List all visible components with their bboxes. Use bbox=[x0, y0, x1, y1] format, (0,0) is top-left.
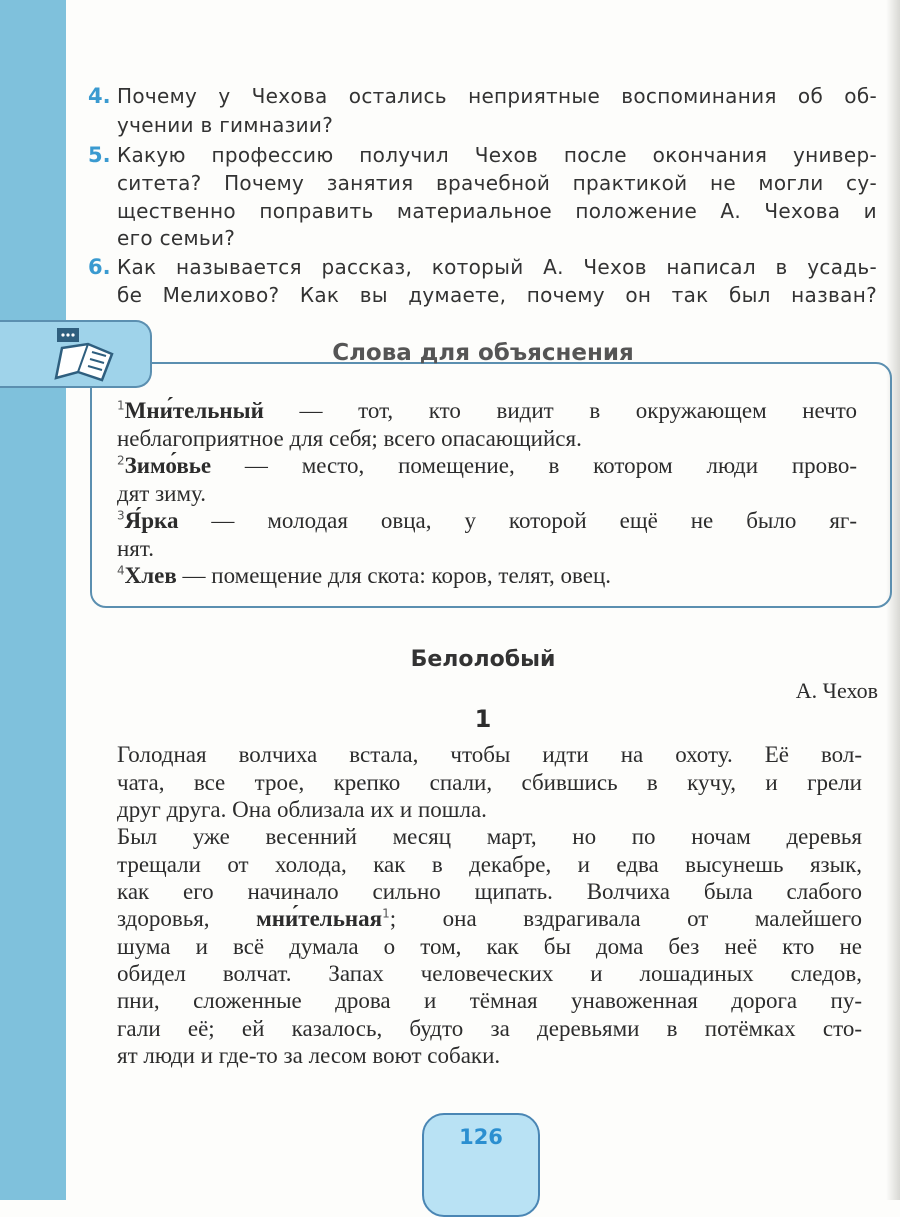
question-number: 4. bbox=[88, 84, 111, 108]
glossary-item bbox=[117, 508, 857, 534]
question-line: Почему у Чехова остались неприятные воспоминания об об- bbox=[117, 84, 877, 108]
page-number-tab bbox=[422, 1113, 540, 1217]
glossary-line: дят зиму. bbox=[117, 481, 206, 506]
question-line: бе Мелихово? Как вы думаете, почему он так был назван? bbox=[117, 283, 877, 307]
story-line: пни, сложенные дрова и тёмная унавоженная дорога пу- bbox=[117, 988, 862, 1013]
story-line: как его начинало сильно щипать. Волчиха была слабого bbox=[117, 879, 862, 904]
story-line: Голодная волчиха встала, чтобы идти на охоту. Её вол- bbox=[117, 742, 862, 767]
question-line: ситета? Почему занятия врачебной практикой не могли су- bbox=[117, 171, 877, 195]
story-line: обидел волчат. Запах человеческих и лошадиных следов, bbox=[117, 961, 862, 986]
glossary-term: Я́рка bbox=[124, 508, 179, 533]
glossary-term: Зимо́вье bbox=[124, 453, 212, 478]
chapter-number: 1 bbox=[474, 705, 492, 733]
decorative-side-strip bbox=[0, 0, 66, 1200]
footnote-number: 1 bbox=[382, 906, 390, 921]
question-number: 5. bbox=[88, 143, 111, 167]
question-line: учении в гимназии? bbox=[117, 113, 334, 137]
glossary-item bbox=[117, 453, 857, 479]
story-line: Был уже весенний месяц март, но по ночам деревья bbox=[117, 824, 862, 849]
glossary-definition: — молодая овца, у которой ещё не было яг- bbox=[178, 508, 857, 533]
glossary-definition: — помещение для скота: коров, телят, овец. bbox=[176, 563, 612, 588]
glossary-definition: — место, помещение, в котором люди прово- bbox=[211, 453, 857, 478]
glossary-line: неблагоприятное для себя; всего опасающийся. bbox=[117, 426, 582, 451]
story-text: ; она вздрагивала от малейшего bbox=[389, 906, 862, 931]
glossary-line: нят. bbox=[117, 536, 154, 561]
footnote-number: 4 bbox=[117, 563, 125, 578]
story-line bbox=[117, 906, 862, 932]
page-number: 126 bbox=[459, 1125, 503, 1149]
glossary-item bbox=[117, 563, 857, 589]
question-line: Как называется рассказ, который А. Чехов написал в усадь- bbox=[117, 255, 877, 279]
story-line: друг друга. Она облизала их и пошла. bbox=[117, 797, 487, 822]
story-line: ят люди и где-то за лесом воют собаки. bbox=[117, 1043, 501, 1068]
story-author: А. Чехов bbox=[795, 678, 878, 703]
question-line: щественно поправить материальное положение А. Чехова и bbox=[117, 199, 877, 223]
glossary-reference: мни́тельная bbox=[256, 906, 383, 931]
story-line: шума и всё думала о том, как бы дома без неё кто не bbox=[117, 934, 862, 959]
footnote-number: 1 bbox=[117, 398, 125, 413]
glossary-term: Хлев bbox=[124, 563, 177, 588]
story-line: чата, все трое, крепко спали, сбившись в кучу, и грели bbox=[117, 770, 862, 795]
story-line: гали её; ей казалось, будто за деревьями в потёмках сто- bbox=[117, 1016, 862, 1041]
glossary-definition: — тот, кто видит в окружающем нечто bbox=[263, 398, 857, 423]
glossary-term: Мни́тельный bbox=[124, 398, 264, 423]
question-line: его семьи? bbox=[117, 226, 236, 250]
glossary-item bbox=[117, 398, 857, 424]
footnote-number: 2 bbox=[117, 453, 125, 468]
glossary-title: Слова для объяснения bbox=[332, 340, 634, 366]
story-line: трещали от холода, как в декабре, и едва высунешь язык, bbox=[117, 852, 862, 877]
question-line: Какую профессию получил Чехов после окончания универ- bbox=[117, 143, 877, 167]
footnote-number: 3 bbox=[117, 508, 125, 523]
story-title: Белолобый bbox=[410, 647, 556, 672]
story-text: здоровья, bbox=[117, 906, 257, 931]
question-number: 6. bbox=[88, 255, 111, 279]
